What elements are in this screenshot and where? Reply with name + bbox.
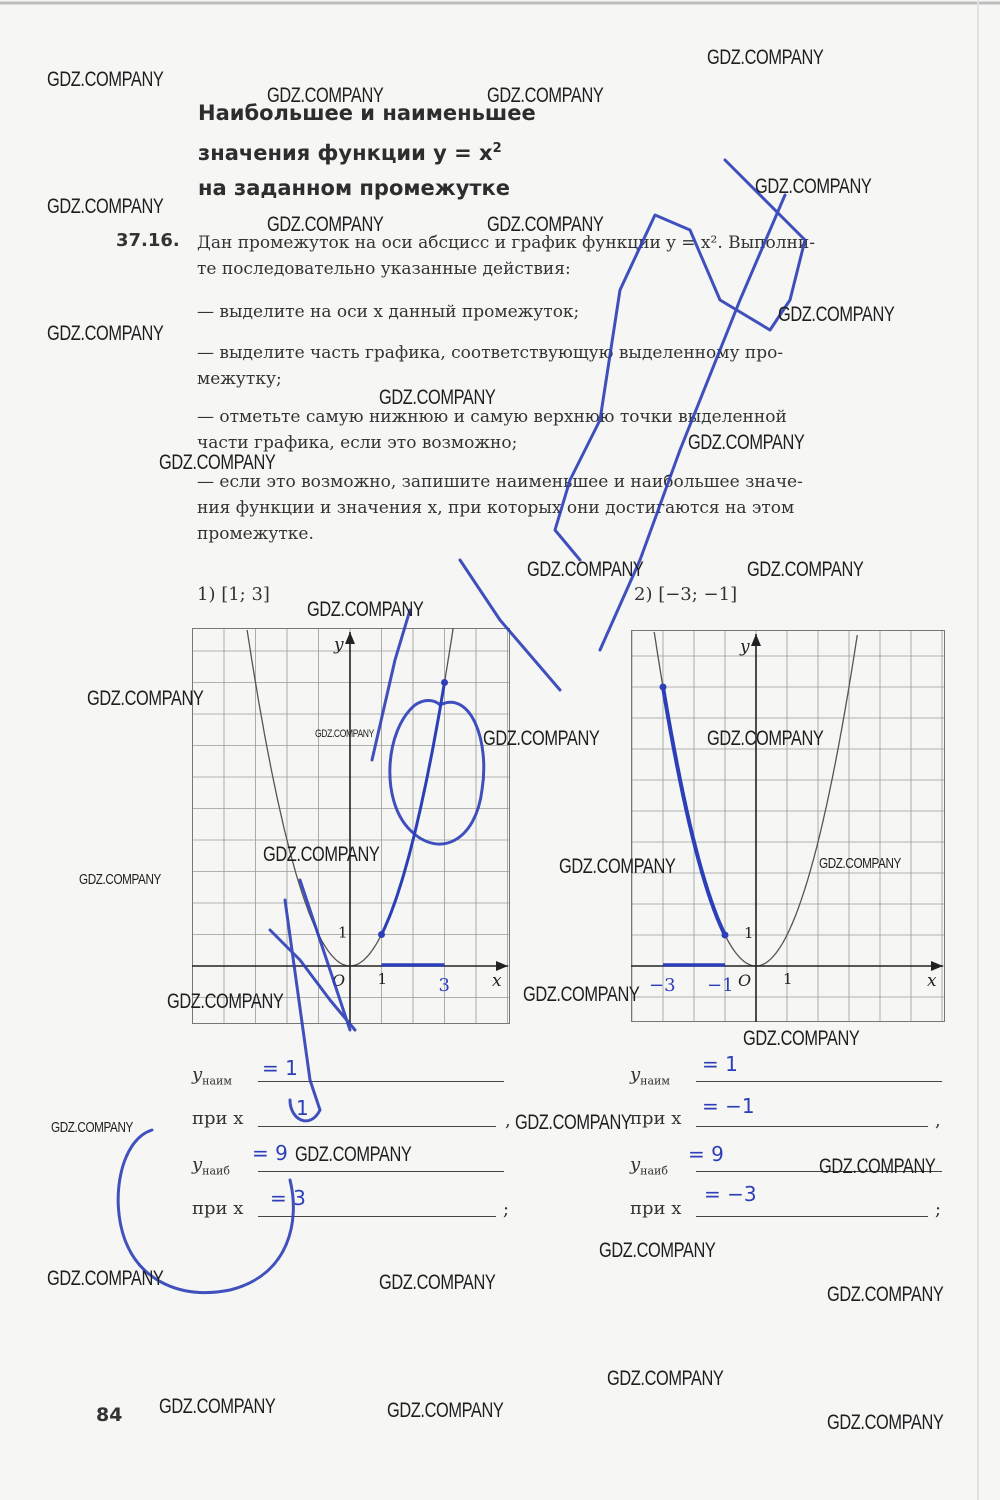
graph-2-min-point xyxy=(722,932,729,939)
graph-2-x-arrow xyxy=(931,961,943,971)
watermark: GDZ.COMPANY xyxy=(47,1267,164,1290)
part-2-ymin-value: = 1 xyxy=(702,1052,738,1076)
watermark: GDZ.COMPANY xyxy=(707,727,824,750)
watermark: GDZ.COMPANY xyxy=(51,1119,133,1136)
watermark: GDZ.COMPANY xyxy=(827,1283,944,1306)
watermark: GDZ.COMPANY xyxy=(87,687,204,710)
graph-1-origin-label: O xyxy=(332,971,346,990)
part-2-xmax-label: при x xyxy=(630,1198,682,1219)
graph-1-axes xyxy=(192,632,508,1024)
part-1-ymin-label xyxy=(192,1064,232,1088)
watermark: GDZ.COMPANY xyxy=(707,46,824,69)
step-2 xyxy=(197,340,947,392)
step-1-line: — выделите на оси x данный промежуток; xyxy=(197,302,580,322)
graph-2-y-arrow xyxy=(751,634,761,646)
graph-2-grid xyxy=(631,630,945,1022)
watermark: GDZ.COMPANY xyxy=(487,84,604,107)
watermark: GDZ.COMPANY xyxy=(607,1367,724,1390)
watermark: GDZ.COMPANY xyxy=(819,1155,936,1178)
part-2-ymax-label xyxy=(630,1154,668,1178)
graph-2-handwritten-minus3: −3 xyxy=(649,975,676,996)
graph-part-2 xyxy=(631,630,945,1022)
watermark: GDZ.COMPANY xyxy=(688,431,805,454)
watermark: GDZ.COMPANY xyxy=(515,1111,632,1134)
watermark: GDZ.COMPANY xyxy=(599,1239,716,1262)
part-1-semicolon: ; xyxy=(503,1199,510,1220)
part-2-label: 2) [−3; −1] xyxy=(634,584,738,605)
watermark: GDZ.COMPANY xyxy=(387,1399,504,1422)
step-4 xyxy=(197,469,947,547)
graph-1-y-arrow xyxy=(345,632,355,644)
graph-2-max-point xyxy=(660,684,667,691)
watermark: GDZ.COMPANY xyxy=(747,558,864,581)
watermark: GDZ.COMPANY xyxy=(307,598,424,621)
watermark: GDZ.COMPANY xyxy=(379,1271,496,1294)
step-3-line-2: части графика, если это возможно; xyxy=(197,433,518,453)
ymin-letter: y xyxy=(192,1064,203,1085)
part-1-xmax-label: при x xyxy=(192,1198,244,1219)
graph-1-tick-y-1: 1 xyxy=(338,923,348,942)
graph-1-grid xyxy=(192,628,510,1024)
part-1-ymin-line[interactable] xyxy=(258,1081,504,1082)
graph-1-x-arrow xyxy=(496,961,508,971)
watermark: GDZ.COMPANY xyxy=(47,68,164,91)
section-heading xyxy=(198,96,618,206)
watermark: GDZ.COMPANY xyxy=(527,558,644,581)
part-1-label: 1) [1; 3] xyxy=(197,584,270,605)
part-2-ymin-line[interactable] xyxy=(696,1081,942,1082)
part-2-xmin-label: при x xyxy=(630,1108,682,1129)
watermark: GDZ.COMPANY xyxy=(487,213,604,236)
ymax-sub: наиб xyxy=(202,1164,231,1178)
graph-2-origin-label: O xyxy=(738,971,752,990)
step-3 xyxy=(197,404,947,456)
watermark: GDZ.COMPANY xyxy=(267,213,384,236)
watermark: GDZ.COMPANY xyxy=(819,855,901,872)
ymin-sub: наим xyxy=(202,1074,232,1088)
part-2-semicolon: ; xyxy=(935,1199,942,1220)
step-4-line-2: ния функции и значения x, при которых они достигаются на этом xyxy=(197,498,795,518)
watermark: GDZ.COMPANY xyxy=(263,843,380,866)
watermark: GDZ.COMPANY xyxy=(295,1143,412,1166)
watermark: GDZ.COMPANY xyxy=(47,195,164,218)
intro-line-1: Дан промежуток на оси абсцисс и график функции y = x². Выполни- xyxy=(197,233,815,253)
problem-intro xyxy=(197,230,947,282)
part-1-xmin-line[interactable] xyxy=(258,1126,496,1127)
graph-part-1 xyxy=(192,628,510,1024)
part-2-xmax-value: = −3 xyxy=(704,1182,757,1206)
watermark: GDZ.COMPANY xyxy=(743,1027,860,1050)
grid-frame xyxy=(632,631,945,1022)
graph-2-tick-y-1: 1 xyxy=(744,924,754,942)
part-1-xmin-label: при x xyxy=(192,1108,244,1129)
part-2-ymin-label xyxy=(630,1064,670,1088)
part-1-xmin-value: 1 xyxy=(296,1096,309,1120)
part-1-ymax-value: = 9 xyxy=(252,1141,288,1165)
ymin-letter-2: y xyxy=(630,1064,641,1085)
graph-2-y-label: y xyxy=(740,637,750,657)
ymin-sub-2: наим xyxy=(640,1074,670,1088)
watermark: GDZ.COMPANY xyxy=(167,990,284,1013)
graph-1-max-point xyxy=(441,679,448,686)
watermark: GDZ.COMPANY xyxy=(159,1395,276,1418)
graph-1-x-label: x xyxy=(492,971,502,991)
heading-line-1: Наибольшее и наименьшее xyxy=(198,101,536,125)
watermark: GDZ.COMPANY xyxy=(827,1411,944,1434)
part-1-xmax-line[interactable] xyxy=(258,1216,496,1217)
watermark: GDZ.COMPANY xyxy=(79,871,161,888)
step-4-line-3: промежутке. xyxy=(197,524,314,544)
graph-2-handwritten-minus1: −1 xyxy=(707,975,734,996)
step-2-line-2: межутку; xyxy=(197,369,282,389)
heading-exponent: 2 xyxy=(492,141,502,156)
watermark: GDZ.COMPANY xyxy=(379,386,496,409)
heading-line-2 xyxy=(198,131,618,171)
ymax-sub-2: наиб xyxy=(640,1164,669,1178)
graph-2-x-label: x xyxy=(927,971,937,991)
part-1-xmax-value: = 3 xyxy=(270,1186,306,1210)
part-2-comma: , xyxy=(935,1110,941,1131)
watermark: GDZ.COMPANY xyxy=(778,303,895,326)
graph-1-tick-x-1: 1 xyxy=(377,970,388,988)
graph-1-handwritten-3: 3 xyxy=(438,975,450,996)
grid-frame xyxy=(193,629,510,1024)
intro-line-2: те последовательно указанные действия: xyxy=(197,259,571,279)
graph-2-tick-x-1: 1 xyxy=(783,970,793,988)
part-2-ymax-value: = 9 xyxy=(688,1142,724,1166)
part-1-ymax-label xyxy=(192,1154,230,1178)
ymax-letter-2: y xyxy=(630,1154,641,1175)
heading-line-3: на заданном промежутке xyxy=(198,176,511,200)
part-1-comma: , xyxy=(505,1110,511,1131)
step-2-line-1: — выделите часть графика, соответствующую выделенному про- xyxy=(197,343,784,363)
watermark: GDZ.COMPANY xyxy=(559,855,676,878)
part-2-xmin-line[interactable] xyxy=(696,1126,928,1127)
step-3-line-1: — отметьте самую нижнюю и самую верхнюю точки выделенной xyxy=(197,407,787,427)
graph-1-min-point xyxy=(378,931,385,938)
watermark: GDZ.COMPANY xyxy=(483,727,600,750)
graph-1-y-label: y xyxy=(334,635,344,655)
watermark: GDZ.COMPANY xyxy=(159,451,276,474)
problem-number: 37.16. xyxy=(116,230,180,251)
ymax-letter: y xyxy=(192,1154,203,1175)
watermark: GDZ.COMPANY xyxy=(47,322,164,345)
watermark: GDZ.COMPANY xyxy=(267,84,384,107)
watermark: GDZ.COMPANY xyxy=(755,175,872,198)
watermark: GDZ.COMPANY xyxy=(523,983,640,1006)
watermark: GDZ.COMPANY xyxy=(315,728,374,740)
heading-line-2-text: значения функции y = x xyxy=(198,141,493,165)
part-2-xmin-value: = −1 xyxy=(702,1094,755,1118)
page-number: 84 xyxy=(96,1404,123,1426)
part-2-xmax-line[interactable] xyxy=(696,1216,928,1217)
part-1-ymin-value: = 1 xyxy=(262,1056,298,1080)
part-1-ymax-line[interactable] xyxy=(258,1171,504,1172)
step-4-line-1: — если это возможно, запишите наименьшее и наибольшее значе- xyxy=(197,472,803,492)
